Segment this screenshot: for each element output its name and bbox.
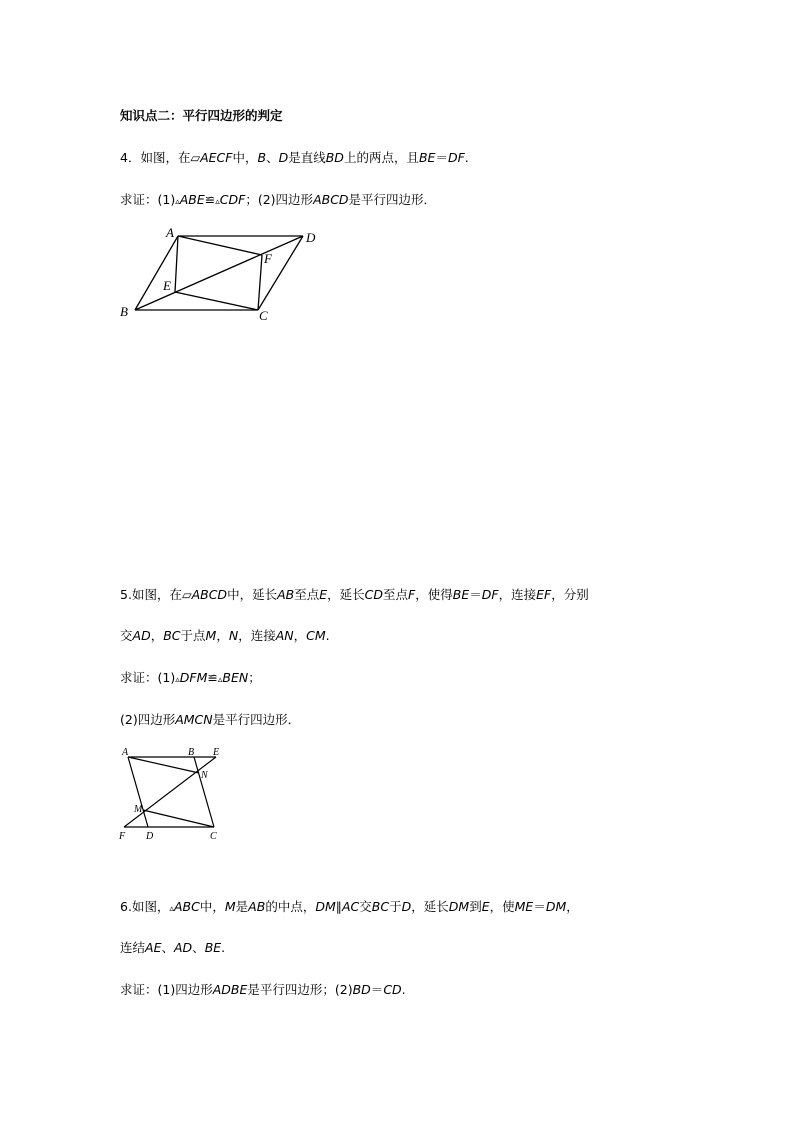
label-A: A: [122, 747, 129, 758]
q4-figure: [110, 222, 340, 332]
seg-AE: [175, 236, 178, 292]
label-C: C: [259, 308, 268, 323]
triangle-icon: ▵: [175, 197, 180, 207]
label-D: D: [306, 230, 316, 245]
seg-DC: [258, 236, 303, 310]
label-B: B: [188, 747, 195, 758]
q5-statement-line2: 交AD，BC于点M，N，连接AN，CM.: [120, 628, 330, 643]
parallelogram-symbol: ▱: [181, 587, 192, 602]
q6-number: 6.: [120, 899, 132, 914]
seg-MC: [143, 810, 214, 827]
q6-statement-line2: 连结AE、AD、BE.: [120, 940, 226, 955]
seg-EC: [175, 292, 258, 310]
q4-prove: 求证：(1)▵ABE≌▵CDF；(2)四边形ABCD是平行四边形．: [120, 192, 437, 207]
seg-BC: [194, 757, 214, 827]
q6-prove: 求证：(1)四边形ADBE是平行四边形；(2)BD＝CD.: [120, 982, 406, 997]
label-F: F: [119, 831, 126, 842]
label-N: N: [201, 770, 208, 781]
label-E: E: [213, 747, 220, 758]
q6-statement-line1: 6.如图，▵ABC中，M是AB的中点，DM∥AC交BC于D，延长DM到E，使ME＝DM，: [120, 899, 579, 914]
triangle-icon: ▵: [175, 675, 180, 685]
q5-figure: [115, 740, 235, 845]
seg-FC: [258, 255, 262, 310]
label-A: A: [166, 225, 174, 240]
q4-number: 4．: [120, 150, 141, 165]
q5-statement-line1: 5.如图，在▱ABCD中，延长AB至点E，延长CD至点F，使得BE＝DF，连接EF，分别: [120, 587, 589, 602]
label-B: B: [120, 304, 128, 319]
triangle-icon: ▵: [215, 197, 220, 207]
seg-BD: [135, 236, 303, 310]
label-M: M: [134, 804, 143, 815]
section-title: 知识点二：平行四边形的判定: [120, 108, 283, 123]
seg-AB: [135, 236, 178, 310]
seg-AN: [128, 757, 199, 773]
q5-prove-2: (2)四边形AMCN是平行四边形．: [120, 712, 301, 727]
label-E: E: [163, 278, 171, 293]
q5-prove-1: 求证：(1)▵DFM≌▵BEN；: [120, 670, 261, 685]
q4-statement: 4．如图，在▱AECF中，B、D是直线BD上的两点，且BE＝DF.: [120, 150, 469, 165]
label-D: D: [146, 831, 154, 842]
label-C: C: [210, 831, 217, 842]
seg-AF: [178, 236, 262, 255]
triangle-icon: ▵: [217, 675, 223, 685]
q5-number: 5.: [120, 587, 132, 602]
label-F: F: [264, 251, 272, 266]
parallelogram-symbol: ▱: [190, 150, 201, 165]
triangle-icon: ▵: [169, 904, 174, 914]
